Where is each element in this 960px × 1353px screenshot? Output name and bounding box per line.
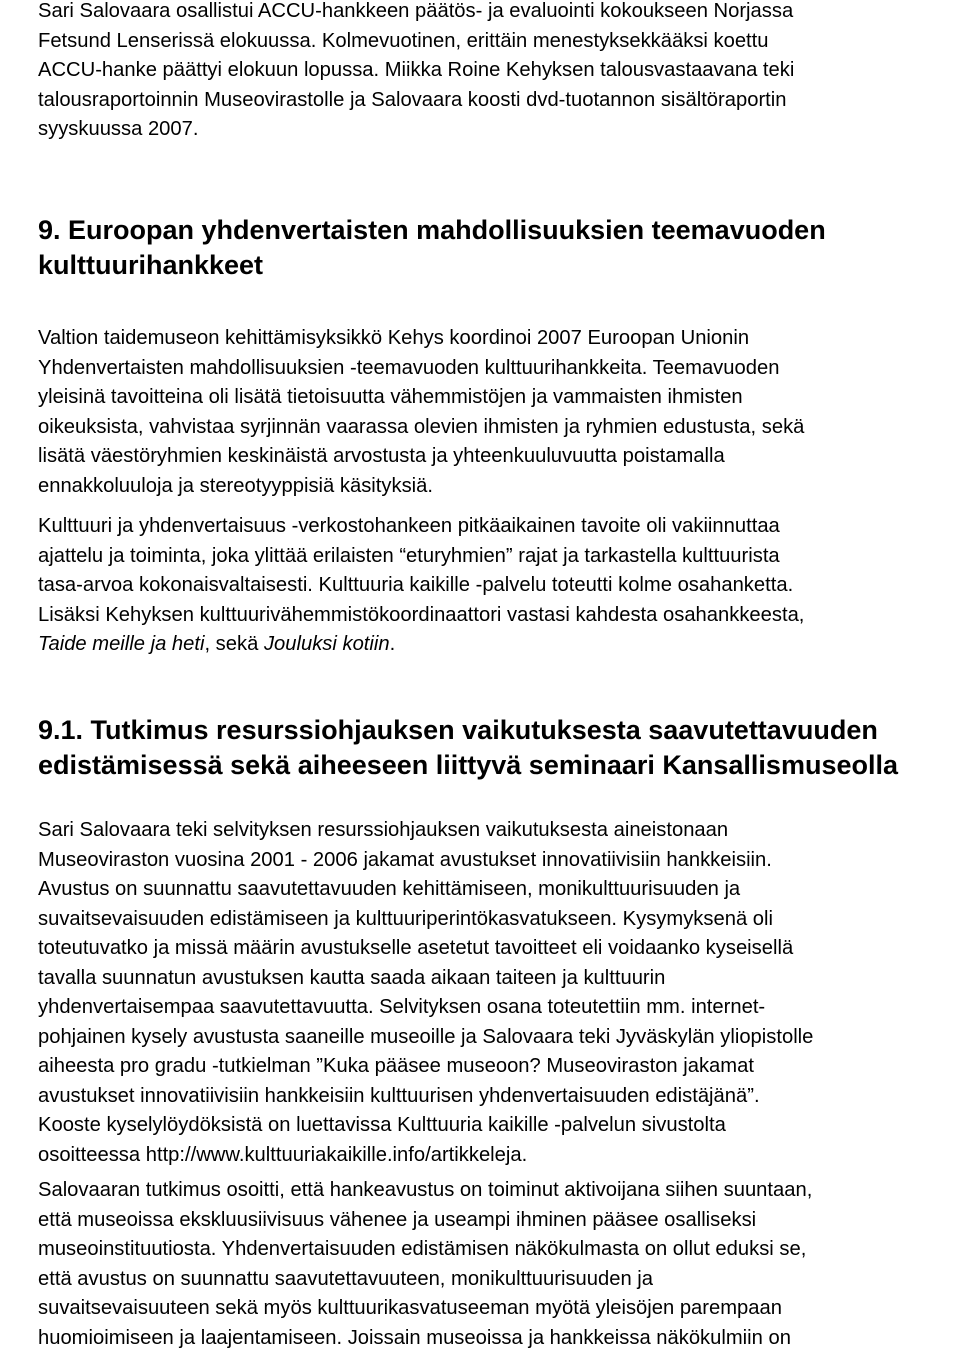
text-line: tavalla suunnatun avustuksen kautta saada aikaan taiteen ja kulttuurin xyxy=(38,964,813,994)
text-line: avustukset innovatiivisiin hankkeisiin kulttuurisen yhdenvertaisuuden edistäjänä”. xyxy=(38,1082,813,1112)
heading-line: 9.1. Tutkimus resurssiohjauksen vaikutuksesta saavutettavuuden xyxy=(38,713,898,748)
text-line xyxy=(38,630,804,660)
text-line: ajattelu ja toiminta, joka ylittää erilaisten “eturyhmien” rajat ja tarkastella kulttuurista xyxy=(38,542,804,572)
conjunction-text: , sekä xyxy=(204,633,263,655)
section-9-1-heading xyxy=(38,713,898,783)
text-line: että avustus on suunnattu saavutettavuuteen, monikulttuurisuuden ja xyxy=(38,1265,812,1295)
text-line: ACCU-hanke päättyi elokuun lopussa. Miikka Roine Kehyksen talousvastaavana teki xyxy=(38,56,794,86)
text-line: Lisäksi Kehyksen kulttuurivähemmistökoordinaattori vastasi kahdesta osahankkeesta, xyxy=(38,601,804,631)
intro-paragraph xyxy=(38,0,794,145)
text-line: Museoviraston vuosina 2001 - 2006 jakamat avustukset innovatiivisiin hankkeisiin. xyxy=(38,846,813,876)
section-9-1-paragraph-1 xyxy=(38,816,813,1170)
text-line: museoinstituutiosta. Yhdenvertaisuuden edistämisen näkökulmasta on ollut eduksi se, xyxy=(38,1235,812,1265)
text-line: oikeuksista, vahvistaa syrjinnän vaarassa olevien ihmisten ja ryhmien edustusta, sekä xyxy=(38,413,804,443)
text-line: pohjainen kysely avustusta saaneille museoille ja Salovaara teki Jyväskylän yliopistolle xyxy=(38,1023,813,1053)
text-line: Sari Salovaara osallistui ACCU-hankkeen päätös- ja evaluointi kokoukseen Norjassa xyxy=(38,0,794,27)
text-line: suvaitsevaisuuteen sekä myös kulttuurikasvatuseeman myötä yleisöjen parempaan xyxy=(38,1294,812,1324)
text-line: Salovaaran tutkimus osoitti, että hankeavustus on toiminut aktivoijana siihen suuntaan, xyxy=(38,1176,812,1206)
text-line: suvaitsevaisuuden edistämiseen ja kulttuuriperintökasvatukseen. Kysymyksenä oli xyxy=(38,905,813,935)
section-9-paragraph-2 xyxy=(38,512,804,660)
project-title-taide-meille: Taide meille ja heti xyxy=(38,633,204,655)
text-line: yleisinä tavoitteina oli lisätä tietoisuutta vähemmistöjen ja vammaisten ihmisten xyxy=(38,383,804,413)
text-line: Avustus on suunnattu saavutettavuuden kehittämiseen, monikulttuurisuuden ja xyxy=(38,875,813,905)
project-title-jouluksi-kotiin: Jouluksi kotiin xyxy=(264,633,390,655)
heading-line: 9. Euroopan yhdenvertaisten mahdollisuuksien teemavuoden xyxy=(38,213,826,248)
text-line: Kooste kyselylöydöksistä on luettavissa Kulttuuria kaikille -palvelun sivustolta xyxy=(38,1111,813,1141)
text-line: tasa-arvoa kokonaisvaltaisesti. Kulttuuria kaikille -palvelu toteutti kolme osahanketta. xyxy=(38,571,804,601)
text-line: syyskuussa 2007. xyxy=(38,115,794,145)
text-line: toteutuvatko ja missä määrin avustukselle asetetut tavoitteet eli voidaanko kyseisellä xyxy=(38,934,813,964)
text-line: että museoissa ekskluusiivisuus vähenee ja useampi ihminen pääsee osalliseksi xyxy=(38,1206,812,1236)
text-line: aiheesta pro gradu -tutkielman ”Kuka pääsee museoon? Museoviraston jakamat xyxy=(38,1052,813,1082)
text-line: huomioimiseen ja laajentamiseen. Joissain museoissa ja hankkeissa näkökulmiin on xyxy=(38,1324,812,1353)
text-line: Sari Salovaara teki selvityksen resurssiohjauksen vaikutuksesta aineistonaan xyxy=(38,816,813,846)
text-line: Fetsund Lenserissä elokuussa. Kolmevuotinen, erittäin menestyksekkääksi koettu xyxy=(38,27,794,57)
period-text: . xyxy=(390,633,396,655)
text-line: Kulttuuri ja yhdenvertaisuus -verkostohankeen pitkäaikainen tavoite oli vakiinnuttaa xyxy=(38,512,804,542)
text-line: yhdenvertaisempaa saavutettavuutta. Selvityksen osana toteutettiin mm. internet- xyxy=(38,993,813,1023)
text-line: talousraportoinnin Museovirastolle ja Salovaara koosti dvd-tuotannon sisältöraportin xyxy=(38,86,794,116)
heading-line: edistämisessä sekä aiheeseen liittyvä seminaari Kansallismuseolla xyxy=(38,748,898,783)
text-line: osoitteessa http://www.kulttuuriakaikille.info/artikkeleja. xyxy=(38,1141,813,1171)
text-line: Valtion taidemuseon kehittämisyksikkö Kehys koordinoi 2007 Euroopan Unionin xyxy=(38,324,804,354)
section-9-paragraph-1 xyxy=(38,324,804,501)
section-9-heading xyxy=(38,213,826,283)
text-line: Yhdenvertaisten mahdollisuuksien -teemavuoden kulttuurihankkeita. Teemavuoden xyxy=(38,354,804,384)
text-line: lisätä väestöryhmien keskinäistä arvostusta ja yhteenkuuluvuutta poistamalla xyxy=(38,442,804,472)
section-9-1-paragraph-2 xyxy=(38,1176,812,1353)
text-line: ennakkoluuloja ja stereotyyppisiä käsityksiä. xyxy=(38,472,804,502)
heading-line: kulttuurihankkeet xyxy=(38,248,826,283)
